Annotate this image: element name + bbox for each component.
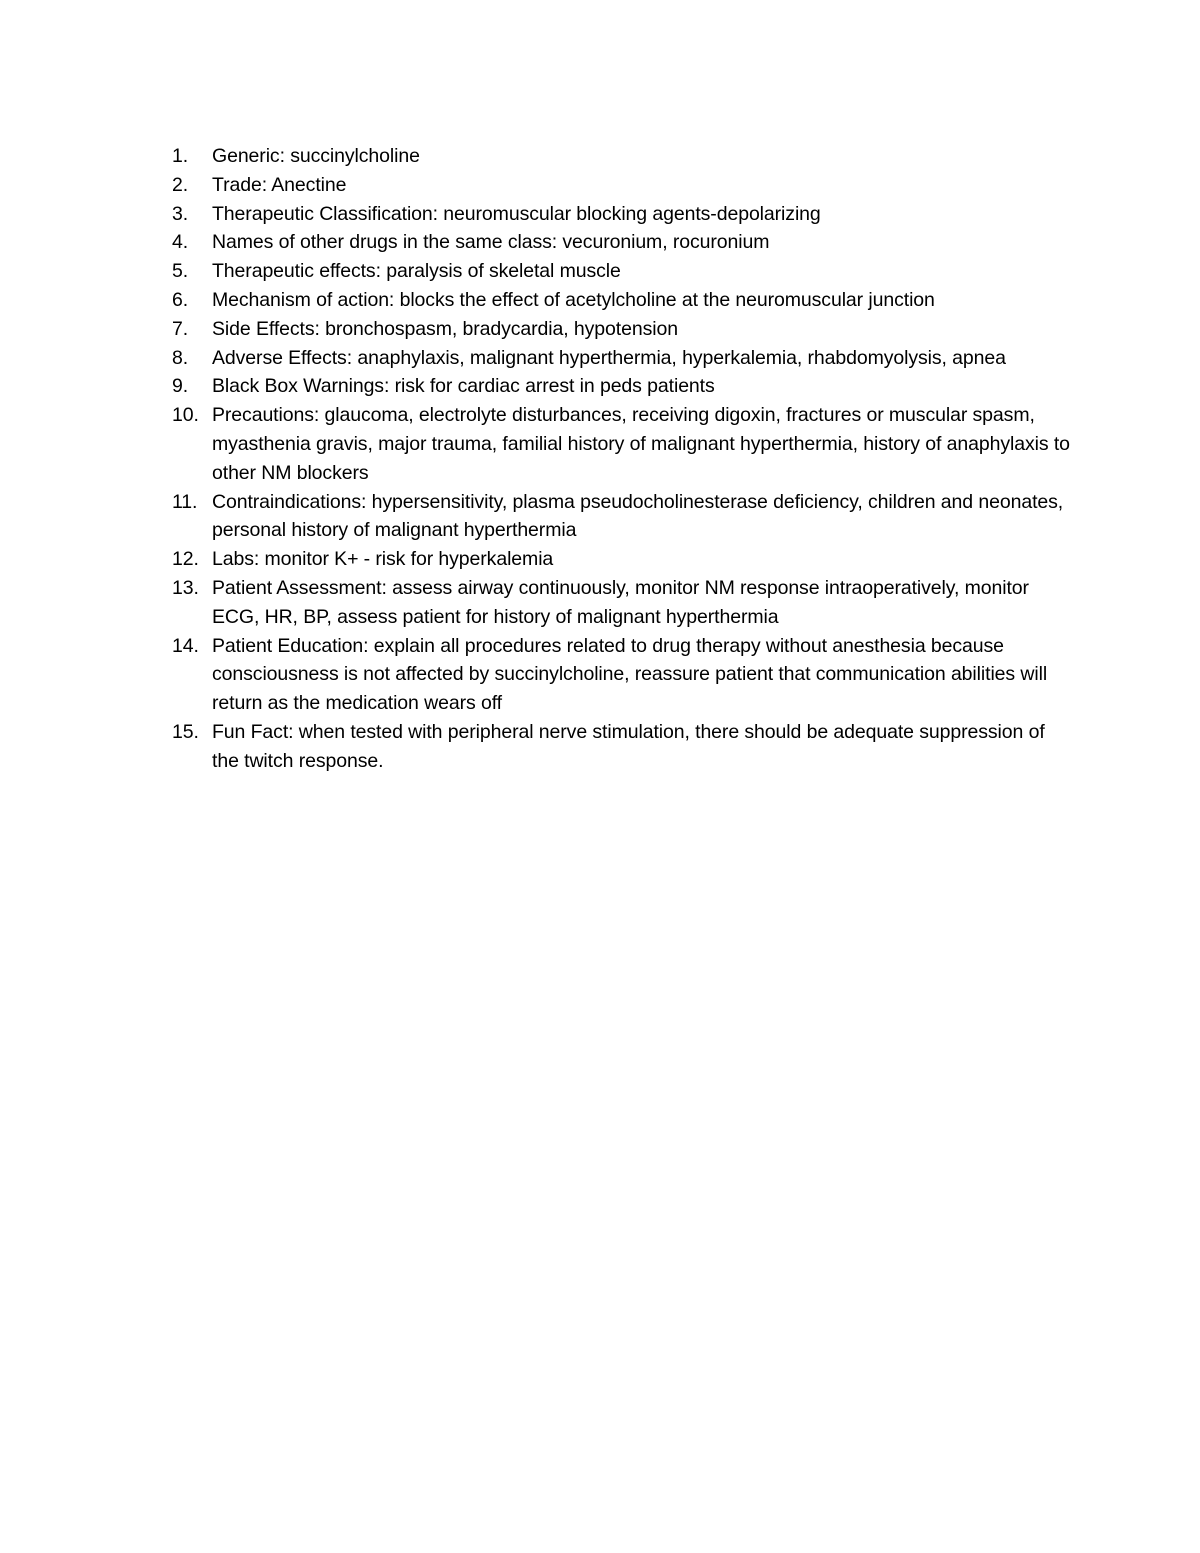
item-text: Patient Assessment: assess airway continuously, monitor NM response intraoperatively, monitor ECG, HR, BP, assess patient for history of malignant hyperthermia bbox=[212, 576, 1029, 628]
item-text: Generic: succinylcholine bbox=[212, 145, 420, 167]
list-item bbox=[172, 372, 1072, 401]
item-text: Black Box Warnings: risk for cardiac arrest in peds patients bbox=[212, 375, 715, 398]
list-item bbox=[172, 228, 1072, 257]
list-item bbox=[172, 286, 1072, 315]
item-text: Therapeutic Classification: neuromuscular blocking agents-depolarizing bbox=[212, 202, 821, 225]
item-number: 10. bbox=[172, 404, 199, 427]
list-item bbox=[172, 401, 1072, 487]
item-text: Mechanism of action: blocks the effect of acetylcholine at the neuromuscular junction bbox=[212, 288, 935, 311]
list-item bbox=[172, 200, 1072, 229]
list-item bbox=[172, 344, 1072, 373]
item-text: Side Effects: bronchospasm, bradycardia, hypotension bbox=[212, 317, 678, 340]
item-number: 5. bbox=[172, 260, 189, 283]
list-item bbox=[172, 315, 1072, 344]
list-item bbox=[172, 171, 1072, 200]
item-text: Names of other drugs in the same class: vecuronium, rocuronium bbox=[212, 231, 770, 254]
item-number: 8. bbox=[172, 346, 189, 369]
list-item bbox=[172, 574, 1072, 632]
item-number: 12. bbox=[172, 548, 199, 571]
list-item bbox=[172, 545, 1072, 574]
item-number: 11. bbox=[172, 490, 198, 513]
item-number: 15. bbox=[172, 720, 199, 743]
item-text: Patient Education: explain all procedures related to drug therapy without anesthesia because consciousness is not affected by succinylcholine, reassure patient that communication abilities will return as the medication wears off bbox=[212, 634, 1048, 715]
item-text: Labs: monitor K+ - risk for hyperkalemia bbox=[212, 548, 554, 571]
item-text: Adverse Effects: anaphylaxis, malignant hyperthermia, hyperkalemia, rhabdomyolysis, apnea bbox=[212, 346, 1006, 369]
item-text: Contraindications: hypersensitivity, plasma pseudocholinesterase deficiency, children and neonates, personal history of malignant hyperthermia bbox=[212, 490, 1064, 542]
item-number: 7. bbox=[172, 317, 189, 340]
item-number: 1. bbox=[172, 145, 189, 167]
list-item bbox=[172, 632, 1072, 718]
numbered-list bbox=[172, 142, 1072, 776]
item-text: Fun Fact: when tested with peripheral nerve stimulation, there should be adequate suppression of the twitch response. bbox=[212, 720, 1045, 772]
item-number: 6. bbox=[172, 288, 189, 311]
item-number: 9. bbox=[172, 375, 189, 398]
list-item bbox=[172, 257, 1072, 286]
item-number: 14. bbox=[172, 634, 199, 657]
list-item bbox=[172, 142, 1072, 171]
item-text: Trade: Anectine bbox=[212, 173, 347, 196]
item-text: Precautions: glaucoma, electrolyte disturbances, receiving digoxin, fractures or muscular spasm, myasthenia gravis, major trauma, familial history of malignant hyperthermia, history of anaphylaxis to other NM blockers bbox=[212, 404, 1070, 484]
item-number: 4. bbox=[172, 231, 189, 254]
item-number: 2. bbox=[172, 173, 189, 196]
item-number: 3. bbox=[172, 202, 189, 225]
list-item bbox=[172, 718, 1072, 776]
item-number: 13. bbox=[172, 576, 199, 599]
item-text: Therapeutic effects: paralysis of skeletal muscle bbox=[212, 260, 621, 283]
list-item bbox=[172, 488, 1072, 546]
